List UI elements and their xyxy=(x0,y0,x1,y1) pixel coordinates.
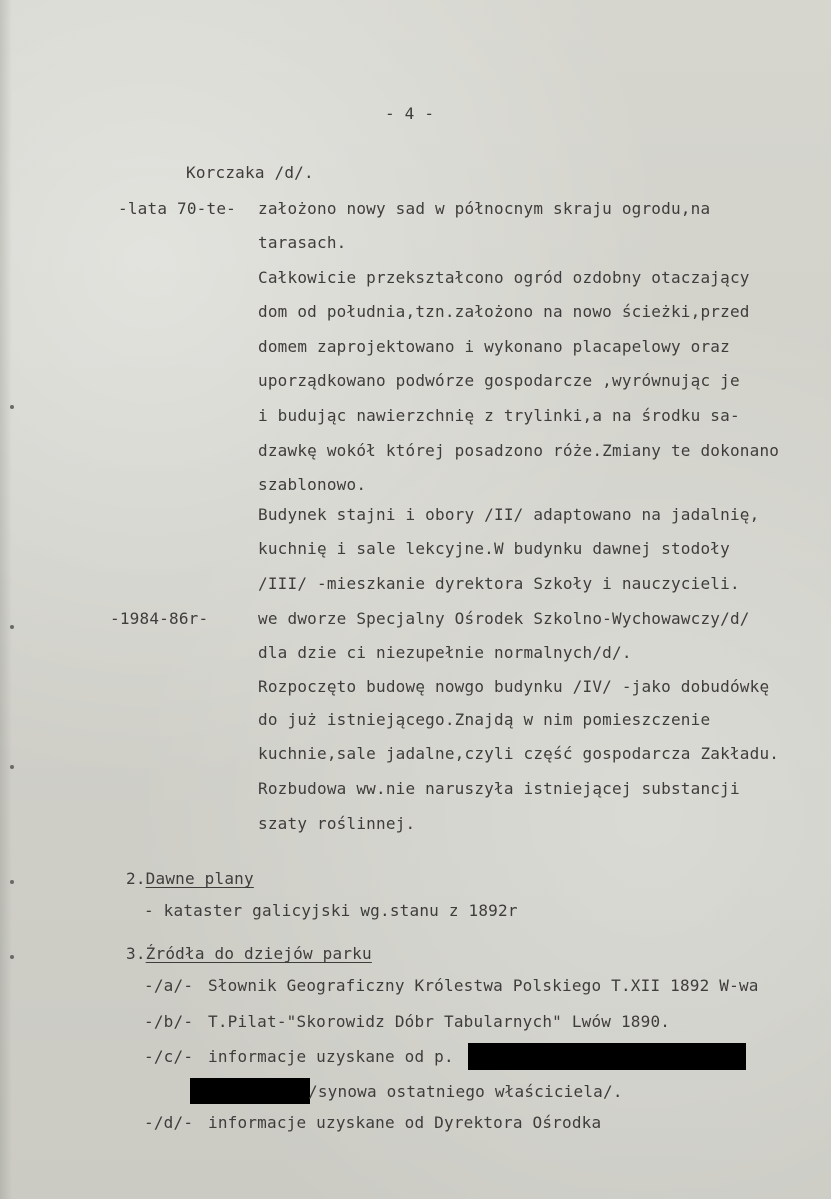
history-intro: Korczaka /d/. xyxy=(186,163,314,182)
history-line: szablonowo. xyxy=(258,475,367,494)
history-line: kuchnię i sale lekcyjne.W budynku dawnej stodoły xyxy=(258,539,730,558)
source-marker: -/a/- xyxy=(144,976,194,995)
source-text: informacje uzyskane od p. xyxy=(208,1047,454,1066)
history-line: dom od południa,tzn.założono na nowo ścieżki,przed xyxy=(258,302,750,321)
history-line: dzawkę wokół której posadzono róże.Zmiany te dokonano xyxy=(258,441,780,460)
period-label-1970s: -lata 70-te- xyxy=(118,199,236,218)
punch-hole xyxy=(10,955,14,959)
source-text: T.Pilat-"Skorowidz Dóbr Tabularnych" Lwów 1890. xyxy=(208,1012,671,1031)
punch-hole xyxy=(10,880,14,884)
history-line: uporządkowano podwórze gospodarcze ,wyrównując je xyxy=(258,371,740,390)
section-3-title: Źródła do dziejów parku xyxy=(145,944,372,963)
section-2-number: 2. xyxy=(126,869,146,888)
history-line: /III/ -mieszkanie dyrektora Szkoły i nauczycieli. xyxy=(258,574,740,593)
source-marker: -/d/- xyxy=(144,1113,194,1132)
history-line: domem zaprojektowano i wykonano placapelowy oraz xyxy=(258,337,730,356)
history-line: kuchnie,sale jadalne,czyli część gospodarcza Zakładu. xyxy=(258,744,780,763)
source-text: /synowa ostatniego właściciela/. xyxy=(308,1082,623,1101)
page-number: - 4 - xyxy=(385,104,435,123)
section-3-heading xyxy=(126,944,372,964)
section-2-title: Dawne plany xyxy=(145,869,254,888)
history-line: dla dzie ci niezupełnie normalnych/d/. xyxy=(258,643,632,662)
period-label-1984-86: -1984-86r- xyxy=(110,609,209,628)
history-line: tarasach. xyxy=(258,233,347,252)
history-line: szaty roślinnej. xyxy=(258,814,416,833)
page-edge-shadow xyxy=(0,0,12,1199)
source-marker: -/b/- xyxy=(144,1012,194,1031)
source-text: informacje uzyskane od Dyrektora Ośrodka xyxy=(208,1113,602,1132)
history-line: Rozpoczęto budowę nowgo budynku /IV/ -jako dobudówkę xyxy=(258,677,770,696)
source-text: Słownik Geograficzny Królestwa Polskiego T.XII 1892 W-wa xyxy=(208,976,759,995)
history-line: do już istniejącego.Znajdą w nim pomieszczenie xyxy=(258,710,711,729)
history-line: Całkowicie przekształcono ogród ozdobny otaczający xyxy=(258,268,750,287)
redaction-bar xyxy=(190,1078,310,1104)
section-3-number: 3. xyxy=(126,944,146,963)
history-line: we dworze Specjalny Ośrodek Szkolno-Wychowawczy/d/ xyxy=(258,609,750,628)
punch-hole xyxy=(10,765,14,769)
history-line: założono nowy sad w północnym skraju ogrodu,na xyxy=(258,199,711,218)
punch-hole xyxy=(10,405,14,409)
section-2-item: - kataster galicyjski wg.stanu z 1892r xyxy=(144,901,518,920)
history-line: i budując nawierzchnię z trylinki,a na środku sa- xyxy=(258,406,740,425)
history-line: Rozbudowa ww.nie naruszyła istniejącej substancji xyxy=(258,779,740,798)
history-line: Budynek stajni i obory /II/ adaptowano na jadalnię, xyxy=(258,505,760,524)
punch-hole xyxy=(10,625,14,629)
source-marker: -/c/- xyxy=(144,1047,194,1066)
section-2-heading xyxy=(126,869,254,889)
redaction-bar xyxy=(468,1043,746,1070)
